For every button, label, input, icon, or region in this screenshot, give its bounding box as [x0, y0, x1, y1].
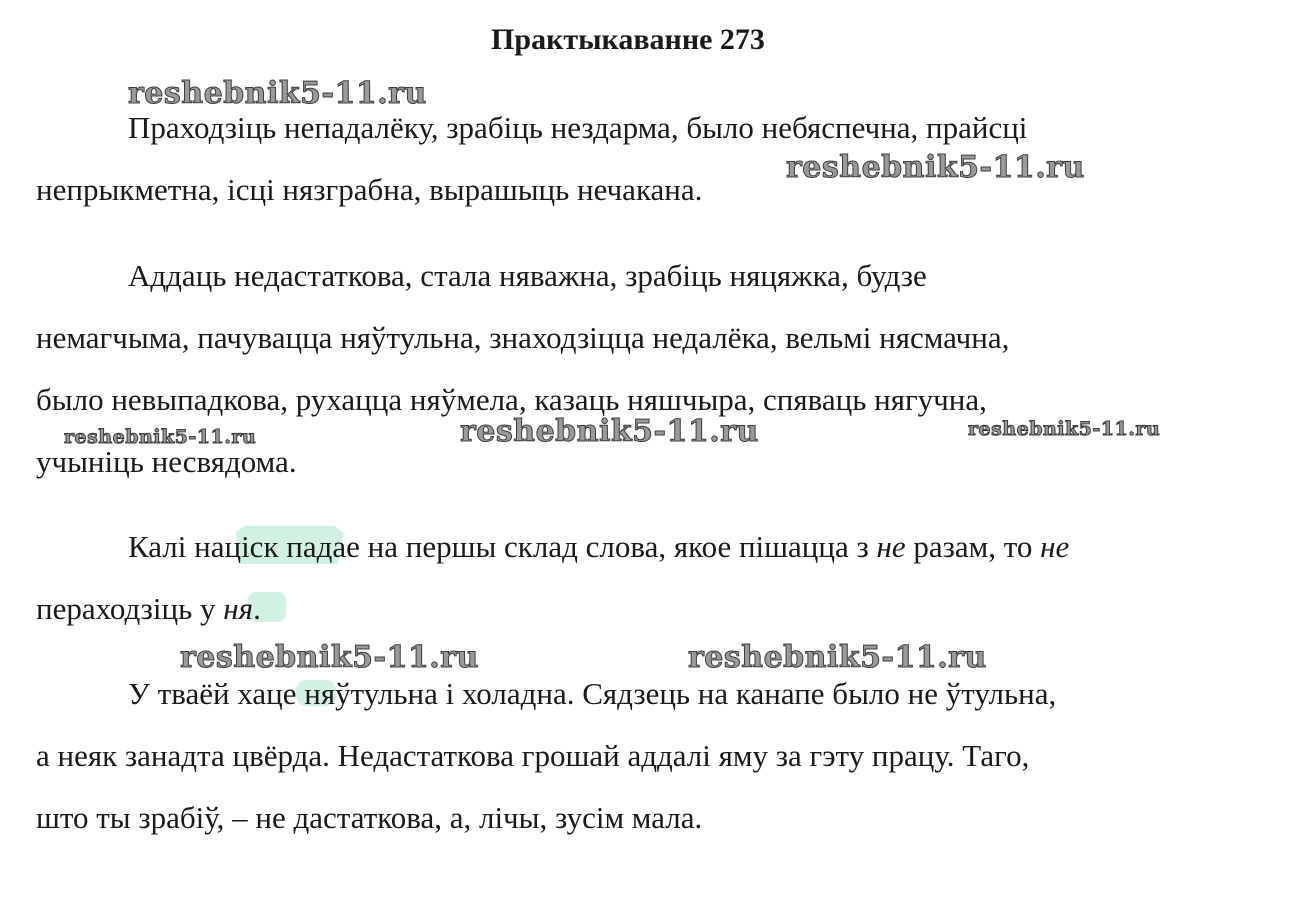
watermark: reshebnik5-11.ru	[688, 640, 987, 675]
paragraph-2-line-1: Аддаць недастаткова, стала няважна, зрабіць няцяжка, будзе	[128, 258, 927, 293]
paragraph-3-line-1	[128, 527, 1069, 567]
paragraph-3-line-2	[36, 589, 261, 629]
watermark: reshebnik5-11.ru	[180, 640, 479, 675]
watermark: reshebnik5-11.ru	[786, 150, 1085, 185]
paragraph-1-line-2: непрыкметна, ісці нязграбна, вырашыць нечакана.	[36, 172, 703, 207]
paragraph-4-line-1: У тваёй хаце няўтульна і холадна. Сядзець на канапе было не ўтульна,	[128, 676, 1057, 711]
paragraph-2-line-3: было невыпадкова, рухацца няўмела, казаць няшчыра, спяваць нягучна,	[36, 382, 987, 417]
paragraph-1-line-1: Праходзіць непадалёку, зрабіць нездарма, было небяспечна, прайсці	[128, 110, 1028, 145]
rule-term-ne: не	[1040, 529, 1070, 564]
watermark: reshebnik5-11.ru	[64, 426, 257, 448]
paragraph-4-line-3: што ты зрабіў, – не дастаткова, а, лічы, зусім мала.	[36, 800, 703, 835]
watermark: reshebnik5-11.ru	[968, 418, 1161, 440]
watermark: reshebnik5-11.ru	[128, 76, 427, 111]
rule-term-nya: ня	[223, 591, 254, 626]
paragraph-4-line-2: а неяк занадта цвёрда. Недастаткова грошай аддалі яму за гэту працу. Таго,	[36, 738, 1030, 773]
rule-term-ne: не	[876, 529, 906, 564]
rule-text: пераходзіць у	[36, 591, 224, 626]
rule-text: Калі націск падае на першы склад слова, якое пішацца з	[128, 529, 877, 564]
paragraph-2-line-2: немагчыма, пачувацца няўтульна, знаходзіцца недалёка, вельмі нясмачна,	[36, 320, 1010, 355]
rule-text: разам, то	[905, 529, 1041, 564]
page-title: Практыкаванне 273	[491, 23, 765, 56]
rule-text: .	[253, 591, 261, 626]
watermark: reshebnik5-11.ru	[460, 414, 759, 449]
paragraph-2-line-4: учыніць несвядома.	[36, 444, 297, 479]
